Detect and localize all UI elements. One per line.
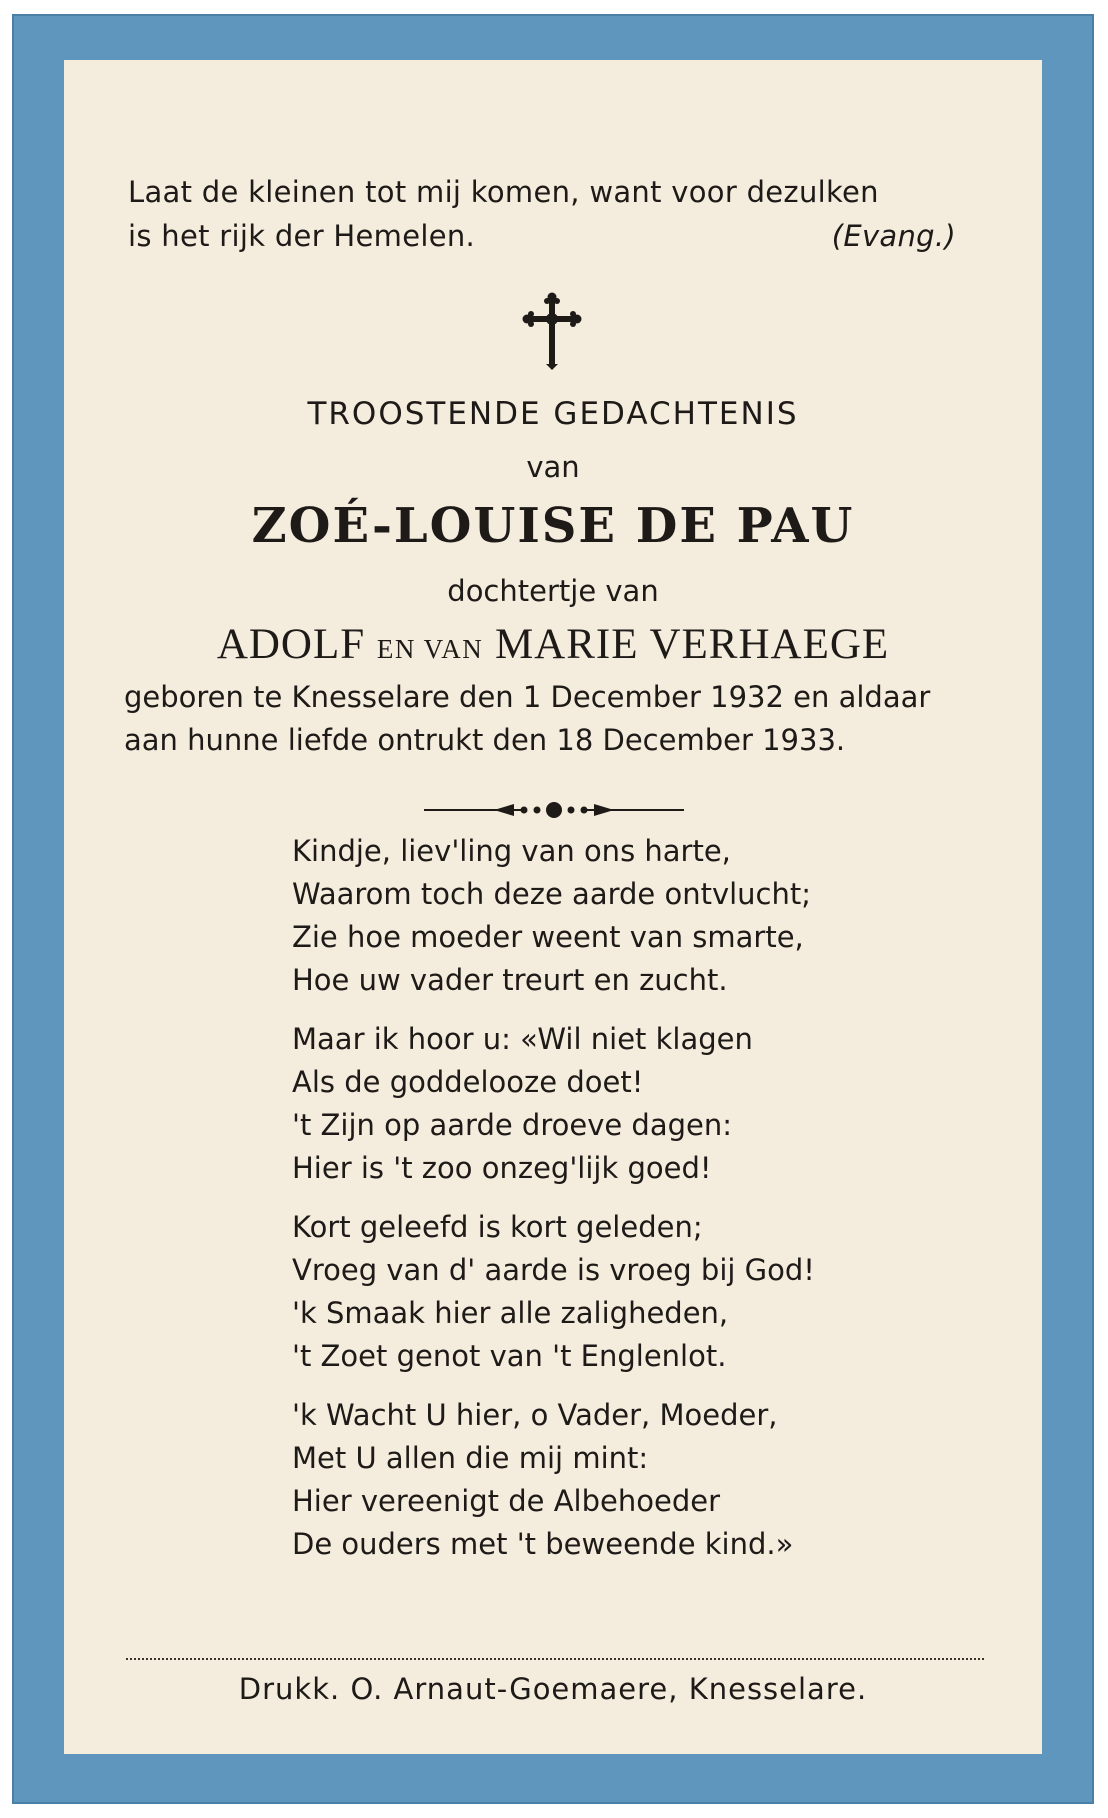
- poem-line: Maar ik hoor u: «Wil niet klagen: [292, 1022, 753, 1056]
- father-name: ADOLF: [216, 621, 366, 668]
- mother-name: MARIE VERHAEGE: [494, 621, 890, 668]
- ornamental-divider-icon: [424, 798, 684, 822]
- motto-line-1: Laat de kleinen tot mij komen, want voor dezulken: [128, 175, 879, 209]
- ornate-cross-icon: [522, 292, 582, 372]
- van-label: van: [526, 450, 580, 484]
- poem-stanza-1: [292, 830, 912, 1002]
- poem-line: Waarom toch deze aarde ontvlucht;: [292, 877, 812, 911]
- conjunction-text: EN VAN: [376, 634, 484, 664]
- memorial-card-border: [12, 14, 1094, 1804]
- dotted-divider: [126, 1658, 984, 1660]
- poem-line: Met U allen die mij mint:: [292, 1441, 649, 1475]
- motto-line-2: [128, 214, 1008, 258]
- poem-stanza-2: [292, 1018, 912, 1190]
- poem-line: 't Zoet genot van 't Englenlot.: [292, 1339, 727, 1373]
- daughter-of-label: dochtertje van: [447, 574, 659, 608]
- poem-line: Kindje, liev'ling van ons harte,: [292, 834, 731, 868]
- poem-line: Vroeg van d' aarde is vroeg bij God!: [292, 1253, 815, 1287]
- poem-line: Kort geleefd is kort geleden;: [292, 1210, 703, 1244]
- bible-motto: [128, 170, 1008, 258]
- memorial-title: TROOSTENDE GEDACHTENIS: [307, 396, 799, 432]
- birth-line: geboren te Knesselare den 1 December 1932 en aldaar: [124, 680, 931, 714]
- poem-line: Als de goddelooze doet!: [292, 1065, 644, 1099]
- poem-line: Hoe uw vader treurt en zucht.: [292, 963, 728, 997]
- birth-death-dates: [124, 676, 982, 762]
- printer-credit: Drukk. O. Arnaut-Goemaere, Knesselare.: [238, 1672, 868, 1706]
- parents-line: [64, 620, 1042, 669]
- deceased-name: ZOÉ-LOUISE DE PAU: [251, 498, 855, 554]
- motto-source: (Evang.): [831, 219, 956, 253]
- poem-stanza-4: [292, 1394, 912, 1566]
- poem-line: Hier is 't zoo onzeg'lijk goed!: [292, 1151, 712, 1185]
- memorial-card-paper: [64, 60, 1042, 1754]
- poem-line: De ouders met 't beweende kind.»: [292, 1527, 794, 1561]
- poem-line: 'k Wacht U hier, o Vader, Moeder,: [292, 1398, 778, 1432]
- motto-line-2-text: is het rijk der Hemelen.: [128, 219, 476, 253]
- poem: [292, 830, 912, 1582]
- poem-line: 'k Smaak hier alle zaligheden,: [292, 1296, 729, 1330]
- poem-line: 't Zijn op aarde droeve dagen:: [292, 1108, 733, 1142]
- poem-stanza-3: [292, 1206, 912, 1378]
- poem-line: Hier vereenigt de Albehoeder: [292, 1484, 721, 1518]
- death-line: aan hunne liefde ontrukt den 18 December 1933.: [124, 723, 846, 757]
- poem-line: Zie hoe moeder weent van smarte,: [292, 920, 804, 954]
